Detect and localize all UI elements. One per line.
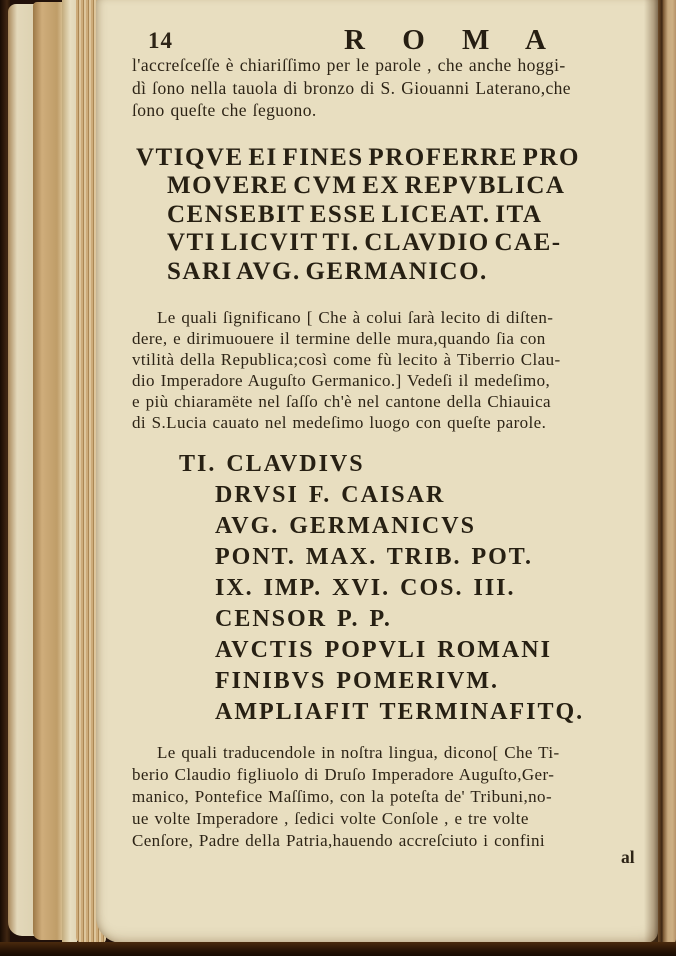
catchword: al — [621, 847, 635, 867]
running-title: R O M A — [344, 24, 561, 56]
inscription-line: CENSEBIT ESSE LICEAT. ITA — [167, 200, 543, 228]
inscription-line: PONT. MAX. TRIB. POT. — [215, 544, 534, 570]
page-number: 14 — [148, 28, 173, 53]
text-line: ſono queſte che ſeguono. — [132, 100, 317, 120]
paragraph-final — [132, 742, 560, 852]
inscription-line: DRVSI F. CAISAR — [215, 482, 446, 508]
text-line: di S.Lucia cauato nel medeſimo luogo con queſte parole. — [132, 413, 547, 432]
page-edge-layer — [8, 4, 34, 936]
inscription-line: AVCTIS POPVLI ROMANI — [215, 637, 552, 663]
inscription-line: MOVERE CVM EX REPVBLICA — [167, 172, 566, 200]
text-line: ue volte Imperadore , ſedici volte Conſole , e tre volte — [132, 809, 529, 828]
text-line: Cenſore, Padre della Patria,hauendo accreſciuto i confini — [132, 831, 546, 850]
text-line: e più chiaramëte nel ſaſſo ch'è nel cantone della Chiauica — [132, 392, 551, 411]
text-line: Le quali ſignificano [ Che à colui ſarà lecito di diſten- — [157, 308, 554, 327]
page-edge-layer — [33, 2, 63, 940]
text-line: l'accreſceſſe è chiariſſimo per le parole , che anche hoggi- — [132, 55, 566, 75]
latin-inscription-pomerium — [136, 144, 580, 286]
inscription-line: FINIBVS POMERIVM. — [215, 668, 500, 694]
gutter-shadow — [644, 0, 658, 943]
latin-inscription-claudius — [179, 449, 584, 728]
inscription-line: AMPLIAFIT TERMINAFITQ. — [215, 699, 585, 725]
text-line: dì ſono nella tauola di bronzo di S. Giouanni Laterano,che — [132, 77, 571, 98]
text-line: vtilità della Republica;così come fù lecito à Tiberrio Clau- — [132, 350, 561, 369]
text-line: berio Claudio figliuolo di Druſo Imperadore Auguſto,Ger- — [132, 765, 555, 784]
inscription-line: IX. IMP. XVI. COS. III. — [215, 575, 516, 601]
book-cover-bottom-edge — [0, 942, 676, 956]
inscription-line: AVG. GERMANICVS — [215, 513, 476, 539]
text-line: dere, e dirimuouere il termine delle mura,quando ſia con — [132, 329, 546, 348]
page-edge-layer — [62, 0, 77, 942]
text-line: dio Imperadore Auguſto Germanico.] Vedeſi il medeſimo, — [132, 371, 551, 390]
inscription-line: TI. CLAVDIVS — [179, 451, 365, 477]
adjacent-page-edge — [658, 0, 676, 945]
text-line: manico, Pontefice Maſſimo, con la poteſta de' Tribuni,no- — [132, 787, 553, 806]
inscription-line: CENSOR P. P. — [215, 606, 392, 632]
paragraph-intro — [132, 54, 571, 122]
inscription-line: VTIQVE EI FINES PROFERRE PRO — [136, 144, 580, 171]
text-line: Le quali traducendole in noſtra lingua, dicono[ Che Ti- — [157, 743, 560, 762]
paragraph-meaning — [132, 307, 561, 433]
inscription-line: SARI AVG. GERMANICO. — [167, 257, 488, 285]
inscription-line: VTI LICVIT TI. CLAVDIO CAE- — [167, 229, 562, 257]
